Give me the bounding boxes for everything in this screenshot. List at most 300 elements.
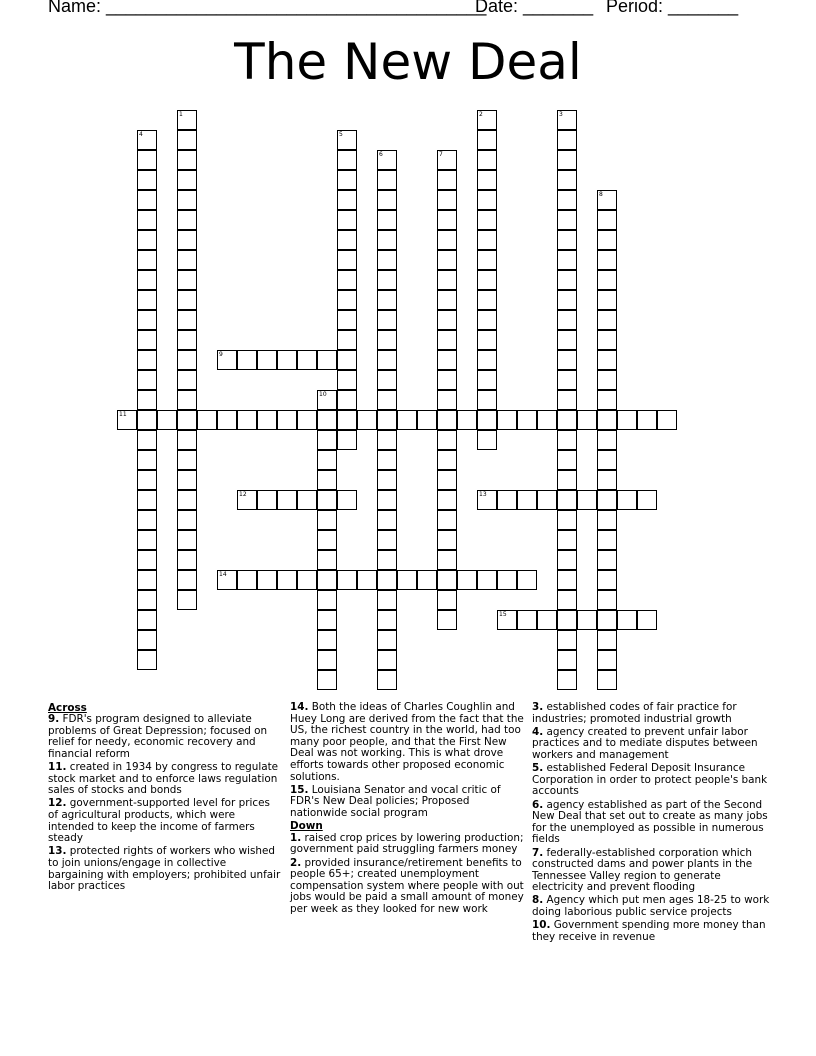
grid-cell[interactable] [437, 510, 457, 530]
grid-cell[interactable] [177, 330, 197, 350]
grid-cell[interactable] [177, 250, 197, 270]
grid-cell[interactable] [477, 210, 497, 230]
grid-cell[interactable] [377, 430, 397, 450]
grid-cell[interactable] [177, 290, 197, 310]
grid-cell[interactable] [477, 350, 497, 370]
grid-cell[interactable] [137, 530, 157, 550]
grid-cell[interactable] [617, 490, 637, 510]
clue-across-13: 13. protected rights of workers who wished to join unions/engage in collective bargaining with employers; prohibited unfair labor practices [48, 845, 281, 893]
clue-number: 5 [339, 131, 343, 138]
grid-cell[interactable] [597, 590, 617, 610]
grid-cell[interactable] [457, 570, 477, 590]
grid-cell[interactable] [257, 570, 277, 590]
grid-cell[interactable] [597, 370, 617, 390]
grid-cell[interactable] [137, 150, 157, 170]
grid-cell[interactable] [337, 210, 357, 230]
grid-cell[interactable] [557, 490, 577, 510]
grid-cell[interactable] [477, 410, 497, 430]
grid-cell[interactable] [377, 270, 397, 290]
grid-cell[interactable] [317, 590, 337, 610]
clues-column-1 [48, 702, 283, 894]
grid-cell[interactable] [557, 330, 577, 350]
grid-cell[interactable] [317, 390, 337, 410]
grid-cell[interactable] [337, 310, 357, 330]
clue-number: 9 [219, 351, 223, 358]
grid-cell[interactable] [337, 130, 357, 150]
clue-across-15: 15. Louisiana Senator and vocal critic of FDR's New Deal policies; Proposed nationwide social program [290, 783, 501, 819]
grid-cell[interactable] [337, 430, 357, 450]
grid-cell[interactable] [557, 270, 577, 290]
grid-cell[interactable] [437, 370, 457, 390]
grid-cell[interactable] [437, 310, 457, 330]
across-heading: Across [48, 701, 87, 714]
grid-cell[interactable] [477, 170, 497, 190]
grid-cell[interactable] [137, 650, 157, 670]
grid-cell[interactable] [457, 410, 477, 430]
clue-down-4: 4. agency created to prevent unfair labor practices and to mediate disputes between workers and management [532, 725, 758, 761]
grid-cell[interactable] [377, 370, 397, 390]
grid-cell[interactable] [437, 430, 457, 450]
clue-down-1: 1. raised crop prices by lowering production; government paid struggling farmers money [290, 831, 524, 856]
grid-cell[interactable] [177, 190, 197, 210]
grid-cell[interactable] [337, 350, 357, 370]
grid-cell[interactable] [317, 670, 337, 690]
grid-cell[interactable] [177, 390, 197, 410]
grid-cell[interactable] [397, 570, 417, 590]
grid-cell[interactable] [137, 250, 157, 270]
grid-cell[interactable] [597, 510, 617, 530]
clue-number: 14 [219, 571, 227, 578]
grid-cell[interactable] [317, 430, 337, 450]
grid-cell[interactable] [557, 350, 577, 370]
clue-across-14: 14. Both the ideas of Charles Coughlin and Huey Long are derived from the fact that the US, the richest country in the world, had too many poor people, and that the First New Deal was not working. This is what drove efforts towards other proposed economic solutions. [290, 701, 524, 783]
down-heading: Down [290, 820, 323, 833]
grid-cell[interactable] [177, 530, 197, 550]
grid-cell[interactable] [177, 210, 197, 230]
grid-cell[interactable] [177, 170, 197, 190]
grid-cell[interactable] [557, 390, 577, 410]
clue-number: 4 [139, 131, 143, 138]
grid-cell[interactable] [337, 330, 357, 350]
grid-cell[interactable] [437, 550, 457, 570]
grid-cell[interactable] [377, 170, 397, 190]
grid-cell[interactable] [477, 130, 497, 150]
grid-cell[interactable] [437, 290, 457, 310]
clue-across-12: 12. government-supported level for prices of agricultural products, which were intended to keep the income of farmers steady [48, 797, 270, 845]
clue-across-11: 11. created in 1934 by congress to regulate stock market and to enforce laws regulation sales of stocks and bonds [48, 761, 279, 797]
grid-cell[interactable] [177, 310, 197, 330]
grid-cell[interactable] [137, 350, 157, 370]
clue-number: 2 [479, 111, 483, 118]
grid-cell[interactable] [177, 150, 197, 170]
grid-cell[interactable] [377, 570, 397, 590]
clue-number: 10 [319, 391, 327, 398]
grid-cell[interactable] [417, 570, 437, 590]
grid-cell[interactable] [557, 310, 577, 330]
grid-cell[interactable] [277, 490, 297, 510]
clue-down-5: 5. established Federal Deposit Insurance Corporation in order to protect people's bank accounts [532, 762, 768, 798]
grid-cell[interactable] [437, 390, 457, 410]
grid-cell[interactable] [557, 470, 577, 490]
grid-cell[interactable] [297, 410, 317, 430]
grid-cell[interactable] [557, 630, 577, 650]
grid-cell[interactable] [437, 250, 457, 270]
grid-cell[interactable] [257, 410, 277, 430]
grid-cell[interactable] [477, 250, 497, 270]
clue-down-8: 8. Agency which put men ages 18-25 to work doing laborious public service projects [532, 894, 770, 919]
grid-cell[interactable] [177, 490, 197, 510]
grid-cell[interactable] [477, 110, 497, 130]
grid-cell[interactable] [137, 570, 157, 590]
clue-down-3: 3. established codes of fair practice for industries; promoted industrial growth [532, 701, 737, 725]
grid-cell[interactable] [597, 390, 617, 410]
grid-cell[interactable] [217, 350, 237, 370]
grid-cell[interactable] [437, 210, 457, 230]
grid-cell[interactable] [477, 190, 497, 210]
grid-cell[interactable] [437, 610, 457, 630]
grid-cell[interactable] [137, 210, 157, 230]
grid-cell[interactable] [557, 610, 577, 630]
grid-cell[interactable] [177, 450, 197, 470]
grid-cell[interactable] [577, 610, 597, 630]
grid-cell[interactable] [597, 570, 617, 590]
grid-cell[interactable] [557, 670, 577, 690]
grid-cell[interactable] [177, 370, 197, 390]
grid-cell[interactable] [377, 350, 397, 370]
grid-cell[interactable] [177, 550, 197, 570]
grid-cell[interactable] [377, 550, 397, 570]
grid-cell[interactable] [217, 570, 237, 590]
clue-number: 13 [479, 491, 487, 498]
grid-cell[interactable] [237, 570, 257, 590]
grid-cell[interactable] [537, 410, 557, 430]
grid-cell[interactable] [137, 290, 157, 310]
grid-cell[interactable] [477, 330, 497, 350]
grid-cell[interactable] [497, 570, 517, 590]
grid-cell[interactable] [597, 310, 617, 330]
grid-cell[interactable] [137, 450, 157, 470]
grid-cell[interactable] [377, 630, 397, 650]
clue-down-2: 2. provided insurance/retirement benefits to people 65+; created unemployment compensation system where people with out jobs would be paid a small amount of money per week as they looked for new work [290, 856, 524, 915]
grid-cell[interactable] [557, 550, 577, 570]
grid-cell[interactable] [517, 610, 537, 630]
grid-cell[interactable] [437, 330, 457, 350]
grid-cell[interactable] [357, 570, 377, 590]
grid-cell[interactable] [317, 650, 337, 670]
clues-column-3 [532, 702, 772, 945]
grid-cell[interactable] [597, 430, 617, 450]
grid-cell[interactable] [557, 430, 577, 450]
grid-cell[interactable] [137, 370, 157, 390]
grid-cell[interactable] [377, 590, 397, 610]
grid-cell[interactable] [377, 510, 397, 530]
grid-cell[interactable] [137, 490, 157, 510]
grid-cell[interactable] [177, 470, 197, 490]
grid-cell[interactable] [377, 210, 397, 230]
grid-cell[interactable] [137, 610, 157, 630]
grid-cell[interactable] [637, 610, 657, 630]
clue-number: 1 [179, 111, 183, 118]
grid-cell[interactable] [497, 490, 517, 510]
grid-cell[interactable] [477, 150, 497, 170]
grid-cell[interactable] [337, 490, 357, 510]
grid-cell[interactable] [597, 670, 617, 690]
grid-cell[interactable] [197, 410, 217, 430]
grid-cell[interactable] [177, 130, 197, 150]
clue-number: 11 [119, 411, 127, 418]
grid-cell[interactable] [177, 270, 197, 290]
grid-cell[interactable] [137, 190, 157, 210]
grid-cell[interactable] [417, 410, 437, 430]
grid-cell[interactable] [437, 470, 457, 490]
grid-cell[interactable] [597, 450, 617, 470]
grid-cell[interactable] [317, 530, 337, 550]
grid-cell[interactable] [377, 250, 397, 270]
grid-cell[interactable] [137, 510, 157, 530]
grid-cell[interactable] [137, 330, 157, 350]
grid-cell[interactable] [597, 630, 617, 650]
grid-cell[interactable] [137, 550, 157, 570]
grid-cell[interactable] [437, 590, 457, 610]
grid-cell[interactable] [277, 350, 297, 370]
grid-cell[interactable] [597, 530, 617, 550]
grid-cell[interactable] [597, 550, 617, 570]
grid-cell[interactable] [597, 610, 617, 630]
clue-number: 8 [599, 191, 603, 198]
grid-cell[interactable] [377, 390, 397, 410]
grid-cell[interactable] [637, 410, 657, 430]
grid-cell[interactable] [337, 190, 357, 210]
grid-cell[interactable] [597, 230, 617, 250]
grid-cell[interactable] [337, 570, 357, 590]
grid-cell[interactable] [377, 470, 397, 490]
grid-cell[interactable] [477, 370, 497, 390]
grid-cell[interactable] [137, 590, 157, 610]
grid-cell[interactable] [137, 410, 157, 430]
grid-cell[interactable] [337, 250, 357, 270]
grid-cell[interactable] [537, 490, 557, 510]
grid-cell[interactable] [597, 410, 617, 430]
grid-cell[interactable] [317, 470, 337, 490]
grid-cell[interactable] [477, 230, 497, 250]
grid-cell[interactable] [237, 490, 257, 510]
name-field-label: Name: ______________________________________ [48, 0, 487, 16]
grid-cell[interactable] [297, 350, 317, 370]
clue-number: 12 [239, 491, 247, 498]
grid-cell[interactable] [317, 630, 337, 650]
grid-cell[interactable] [177, 590, 197, 610]
grid-cell[interactable] [317, 450, 337, 470]
grid-cell[interactable] [337, 230, 357, 250]
grid-cell[interactable] [377, 310, 397, 330]
grid-cell[interactable] [377, 330, 397, 350]
grid-cell[interactable] [477, 490, 497, 510]
grid-cell[interactable] [377, 290, 397, 310]
grid-cell[interactable] [477, 270, 497, 290]
grid-cell[interactable] [137, 230, 157, 250]
grid-cell[interactable] [397, 410, 417, 430]
grid-cell[interactable] [597, 250, 617, 270]
clue-number: 15 [499, 611, 507, 618]
grid-cell[interactable] [377, 530, 397, 550]
grid-cell[interactable] [357, 410, 377, 430]
grid-cell[interactable] [557, 250, 577, 270]
period-field-label: Period: _______ [606, 0, 739, 16]
grid-cell[interactable] [637, 490, 657, 510]
grid-cell[interactable] [477, 570, 497, 590]
grid-cell[interactable] [257, 350, 277, 370]
grid-cell[interactable] [497, 410, 517, 430]
clues-column-2 [290, 702, 525, 917]
grid-cell[interactable] [377, 650, 397, 670]
grid-cell[interactable] [557, 290, 577, 310]
grid-cell[interactable] [597, 650, 617, 670]
grid-cell[interactable] [517, 490, 537, 510]
grid-cell[interactable] [337, 290, 357, 310]
grid-cell[interactable] [577, 490, 597, 510]
grid-cell[interactable] [557, 530, 577, 550]
grid-cell[interactable] [237, 410, 257, 430]
grid-cell[interactable] [137, 270, 157, 290]
clue-down-6: 6. agency established as part of the Second New Deal that set out to create as many jobs for the unemployed as possible in numerous fields [532, 798, 768, 846]
grid-cell[interactable] [557, 510, 577, 530]
grid-cell[interactable] [297, 570, 317, 590]
grid-cell[interactable] [177, 230, 197, 250]
grid-cell[interactable] [377, 410, 397, 430]
grid-cell[interactable] [557, 210, 577, 230]
grid-cell[interactable] [277, 410, 297, 430]
grid-cell[interactable] [337, 270, 357, 290]
grid-cell[interactable] [137, 470, 157, 490]
grid-cell[interactable] [437, 230, 457, 250]
grid-cell[interactable] [157, 410, 177, 430]
grid-cell[interactable] [337, 170, 357, 190]
grid-cell[interactable] [377, 230, 397, 250]
grid-cell[interactable] [557, 650, 577, 670]
grid-cell[interactable] [597, 490, 617, 510]
grid-cell[interactable] [137, 310, 157, 330]
grid-cell[interactable] [597, 290, 617, 310]
grid-cell[interactable] [477, 290, 497, 310]
grid-cell[interactable] [477, 430, 497, 450]
grid-cell[interactable] [297, 490, 317, 510]
grid-cell[interactable] [317, 510, 337, 530]
grid-cell[interactable] [437, 530, 457, 550]
grid-cell[interactable] [137, 390, 157, 410]
grid-cell[interactable] [497, 610, 517, 630]
grid-cell[interactable] [137, 430, 157, 450]
grid-cell[interactable] [597, 350, 617, 370]
clue-number: 3 [559, 111, 563, 118]
grid-cell[interactable] [177, 570, 197, 590]
grid-cell[interactable] [597, 270, 617, 290]
grid-cell[interactable] [377, 450, 397, 470]
clue-down-10: 10. Government spending more money than they receive in revenue [532, 919, 766, 943]
grid-cell[interactable] [557, 590, 577, 610]
date-field-label: Date: _______ [475, 0, 594, 16]
grid-cell[interactable] [437, 190, 457, 210]
grid-cell[interactable] [337, 150, 357, 170]
grid-cell[interactable] [177, 110, 197, 130]
grid-cell[interactable] [377, 610, 397, 630]
grid-cell[interactable] [437, 570, 457, 590]
grid-cell[interactable] [437, 410, 457, 430]
grid-cell[interactable] [317, 610, 337, 630]
grid-cell[interactable] [477, 310, 497, 330]
grid-cell[interactable] [597, 330, 617, 350]
clue-down-7: 7. federally-established corporation which constructed dams and power plants in the Tennessee Valley region to generate electricity and prevent flooding [532, 846, 753, 894]
grid-cell[interactable] [217, 410, 237, 430]
grid-cell[interactable] [137, 130, 157, 150]
grid-cell[interactable] [437, 450, 457, 470]
grid-cell[interactable] [257, 490, 277, 510]
grid-cell[interactable] [317, 350, 337, 370]
grid-cell[interactable] [317, 490, 337, 510]
grid-cell[interactable] [437, 170, 457, 190]
grid-cell[interactable] [337, 370, 357, 390]
grid-cell[interactable] [557, 110, 577, 130]
clue-across-9: 9. FDR's program designed to alleviate problems of Great Depression; focused on relief for needy, economic recovery and financial reform [48, 713, 268, 760]
grid-cell[interactable] [537, 610, 557, 630]
grid-cell[interactable] [317, 410, 337, 430]
grid-cell[interactable] [557, 150, 577, 170]
grid-cell[interactable] [617, 610, 637, 630]
clue-number: 6 [379, 151, 383, 158]
grid-cell[interactable] [237, 350, 257, 370]
clue-number: 7 [439, 151, 443, 158]
grid-cell[interactable] [597, 210, 617, 230]
grid-cell[interactable] [557, 410, 577, 430]
grid-cell[interactable] [377, 670, 397, 690]
grid-cell[interactable] [437, 270, 457, 290]
grid-cell[interactable] [597, 470, 617, 490]
page-title: The New Deal [234, 33, 582, 91]
grid-cell[interactable] [557, 170, 577, 190]
grid-cell[interactable] [137, 170, 157, 190]
grid-cell[interactable] [437, 490, 457, 510]
grid-cell[interactable] [557, 450, 577, 470]
grid-cell[interactable] [557, 230, 577, 250]
grid-cell[interactable] [177, 430, 197, 450]
grid-cell[interactable] [377, 190, 397, 210]
grid-cell[interactable] [377, 490, 397, 510]
grid-cell[interactable] [657, 410, 677, 430]
grid-cell[interactable] [317, 570, 337, 590]
grid-cell[interactable] [337, 390, 357, 410]
grid-cell[interactable] [517, 570, 537, 590]
grid-cell[interactable] [117, 410, 137, 430]
grid-cell[interactable] [177, 410, 197, 430]
grid-cell[interactable] [337, 410, 357, 430]
grid-cell[interactable] [437, 150, 457, 170]
grid-cell[interactable] [437, 350, 457, 370]
grid-cell[interactable] [557, 370, 577, 390]
grid-cell[interactable] [557, 190, 577, 210]
grid-cell[interactable] [517, 410, 537, 430]
grid-cell[interactable] [597, 190, 617, 210]
grid-cell[interactable] [577, 410, 597, 430]
grid-cell[interactable] [557, 570, 577, 590]
grid-cell[interactable] [277, 570, 297, 590]
grid-cell[interactable] [137, 630, 157, 650]
grid-cell[interactable] [557, 130, 577, 150]
grid-cell[interactable] [377, 150, 397, 170]
grid-cell[interactable] [317, 550, 337, 570]
grid-cell[interactable] [477, 390, 497, 410]
grid-cell[interactable] [177, 510, 197, 530]
grid-cell[interactable] [177, 350, 197, 370]
grid-cell[interactable] [617, 410, 637, 430]
